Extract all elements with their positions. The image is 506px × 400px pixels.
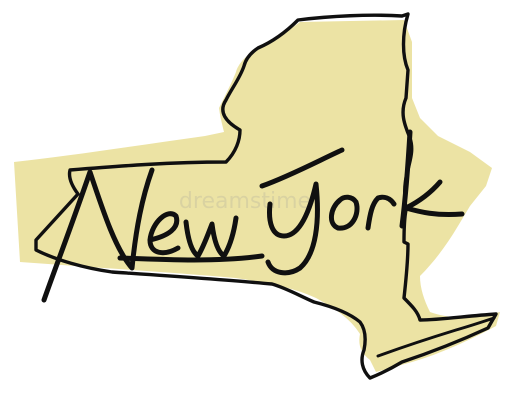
watermark: dreamstime: [178, 189, 312, 214]
lettering-text: New York: [0, 0, 5, 1]
